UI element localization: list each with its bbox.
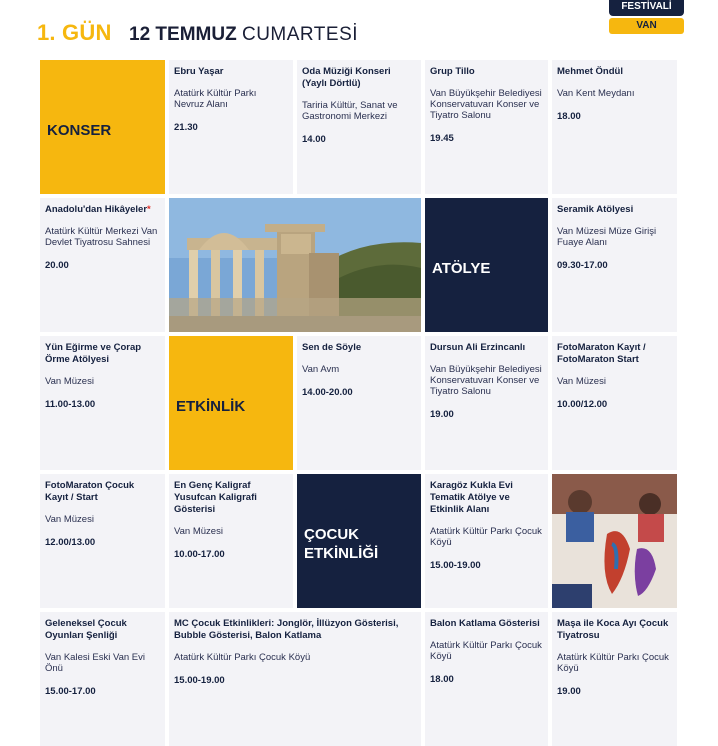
event-card[interactable] — [552, 612, 677, 746]
event-venue: Van Avm — [302, 364, 340, 375]
event-card[interactable] — [40, 198, 165, 332]
event-title: En Genç Kaligraf Yusufcan Kaligrafi Gösterisi — [174, 480, 257, 515]
event-venue: Van Büyükşehir Belediyesi Konservatuvarı Konser ve Tiyatro Salonu — [430, 364, 542, 397]
event-time: 15.00-19.00 — [174, 675, 225, 686]
category-atolye — [425, 198, 548, 332]
category-cocuk-etkinligi — [297, 474, 421, 608]
event-time: 18.00 — [430, 674, 454, 685]
schedule-grid — [40, 60, 677, 746]
event-time: 20.00 — [45, 260, 69, 271]
event-time: 09.30-17.00 — [557, 260, 608, 271]
event-title: Karagöz Kukla Evi Tematik Atölye ve Etkinlik Alanı — [430, 480, 513, 515]
event-time: 19.00 — [557, 686, 581, 697]
event-time: 10.00/12.00 — [557, 399, 608, 410]
event-card[interactable] — [425, 60, 548, 194]
day-title: 1. GÜN — [37, 20, 112, 45]
event-card[interactable] — [552, 60, 677, 194]
event-venue: Van Müzesi Müze Girişi Fuaye Alanı — [557, 226, 657, 248]
event-title-text: Anadolu'dan Hikâyeler — [45, 204, 148, 215]
festival-tab: FESTİVALİ — [609, 0, 684, 16]
event-venue: Van Kent Meydanı — [557, 88, 635, 99]
event-title: MC Çocuk Etkinlikleri: Jonglör, İllüzyon Gösterisi, Bubble Gösterisi, Balon Katlama — [174, 618, 399, 641]
event-time: 21.30 — [174, 122, 198, 133]
event-card[interactable] — [297, 60, 421, 194]
event-venue: Tariria Kültür, Sanat ve Gastronomi Merkezi — [302, 100, 398, 122]
event-venue: Van Müzesi — [45, 514, 94, 525]
event-card[interactable] — [169, 612, 421, 746]
ruins-photo — [169, 198, 421, 332]
event-venue: Van Büyükşehir Belediyesi Konservatuvarı Konser ve Tiyatro Salonu — [430, 88, 542, 121]
category-etkinlik — [169, 336, 293, 470]
event-card[interactable] — [169, 60, 293, 194]
event-time: 18.00 — [557, 111, 581, 122]
event-venue: Van Kalesi Eski Van Evi Önü — [45, 652, 145, 674]
event-title: Oda Müziği Konseri (Yaylı Dörtlü) — [302, 66, 391, 89]
event-card[interactable] — [40, 612, 165, 746]
event-venue: Atatürk Kültür Parkı Nevruz Alanı — [174, 88, 257, 110]
event-time: 19.45 — [430, 133, 454, 144]
event-time: 14.00-20.00 — [302, 387, 353, 398]
event-card[interactable] — [552, 198, 677, 332]
event-venue: Atatürk Kültür Parkı Çocuk Köyü — [557, 652, 669, 674]
event-title: FotoMaraton Kayıt / FotoMaraton Start — [557, 342, 646, 365]
event-title: Sen de Söyle — [302, 342, 362, 353]
event-card[interactable] — [552, 336, 677, 470]
event-title: Geleneksel Çocuk Oyunları Şenliği — [45, 618, 127, 641]
event-card[interactable] — [40, 336, 165, 470]
event-title: Dursun Ali Erzincanlı — [430, 342, 526, 353]
event-card[interactable] — [40, 474, 165, 608]
event-venue: Atatürk Kültür Parkı Çocuk Köyü — [430, 640, 542, 662]
event-venue: Atatürk Kültür Merkezi Van Devlet Tiyatrosu Sahnesi — [45, 226, 158, 248]
event-title: Mehmet Öndül — [557, 66, 623, 77]
category-label: ATÖLYE — [432, 259, 491, 277]
asterisk-mark: * — [147, 204, 151, 215]
event-time: 15.00-17.00 — [45, 686, 96, 697]
date-day-month: 12 TEMMUZ — [129, 24, 237, 45]
event-card[interactable] — [297, 336, 421, 470]
event-title: Yün Eğirme ve Çorap Örme Atölyesi — [45, 342, 142, 365]
event-card[interactable] — [169, 474, 293, 608]
category-label: KONSER — [47, 121, 112, 139]
category-label-line: ÇOCUK — [304, 526, 359, 543]
category-konser — [40, 60, 165, 194]
event-title: Grup Tillo — [430, 66, 475, 77]
event-card[interactable] — [425, 474, 548, 608]
event-venue: Van Müzesi — [557, 376, 606, 387]
event-time: 14.00 — [302, 134, 326, 145]
event-title: Balon Katlama Gösterisi — [430, 618, 540, 629]
event-time: 11.00-13.00 — [45, 399, 96, 410]
ancient-ruins-image — [169, 198, 421, 332]
event-title — [45, 204, 160, 216]
event-card[interactable] — [425, 336, 548, 470]
event-venue: Atatürk Kültür Parkı Çocuk Köyü — [174, 652, 311, 663]
date-title — [129, 24, 358, 46]
event-venue: Van Müzesi — [45, 376, 94, 387]
event-time: 19.00 — [430, 409, 454, 420]
event-title: FotoMaraton Çocuk Kayıt / Start — [45, 480, 135, 503]
event-card[interactable] — [425, 612, 548, 746]
page-header — [0, 0, 718, 58]
event-title: Seramik Atölyesi — [557, 204, 634, 215]
event-venue: Atatürk Kültür Parkı Çocuk Köyü — [430, 526, 542, 548]
city-badge: VAN — [609, 18, 684, 34]
event-time: 10.00-17.00 — [174, 549, 225, 560]
event-venue: Van Müzesi — [174, 526, 223, 537]
event-time: 12.00/13.00 — [45, 537, 96, 548]
date-weekday: CUMARTESİ — [241, 24, 359, 45]
children-crafting-image — [552, 474, 677, 608]
category-label: ETKİNLİK — [176, 397, 246, 415]
event-title: Maşa ile Koca Ayı Çocuk Tiyatrosu — [557, 618, 669, 641]
kids-craft-photo — [552, 474, 677, 608]
event-title: Ebru Yaşar — [174, 66, 224, 77]
category-label — [302, 525, 378, 563]
event-time: 15.00-19.00 — [430, 560, 481, 571]
category-label-line: ETKİNLİĞİ — [304, 545, 379, 562]
